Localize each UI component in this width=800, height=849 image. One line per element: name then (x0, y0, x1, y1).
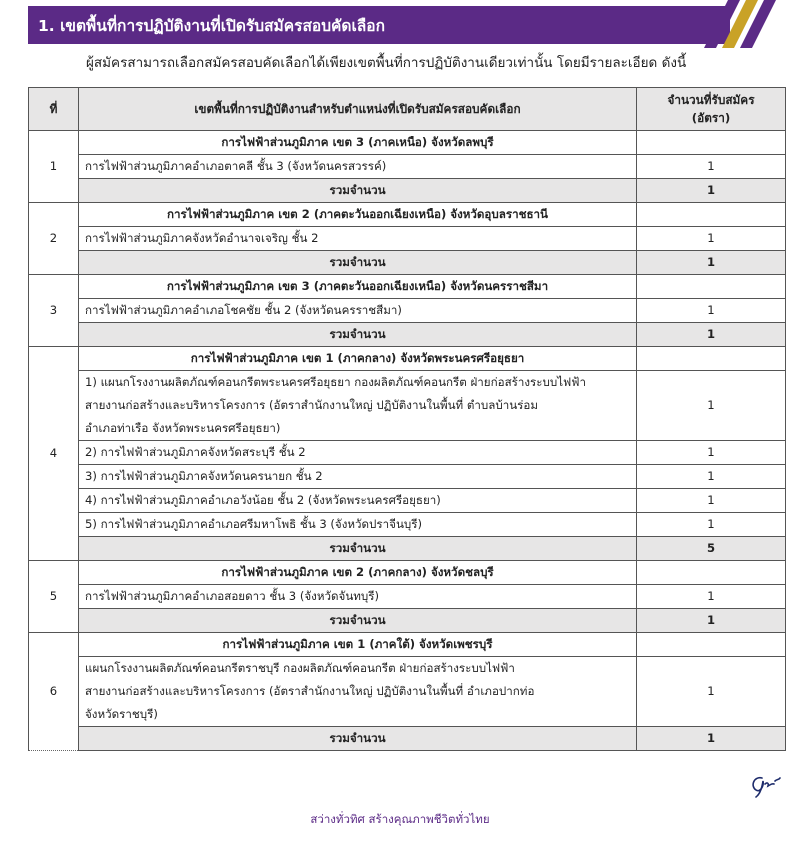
table-row-total (29, 537, 786, 561)
item-description-line: แผนกโรงงานผลิตภัณฑ์คอนกรีตราชบุรี กองผลิตภัณฑ์คอนกรีต ฝ่ายก่อสร้างระบบไฟฟ้า (85, 661, 515, 675)
total-label-cell: รวมจำนวน (79, 727, 637, 751)
row-number-cell: 1 (29, 131, 79, 203)
item-description-line: จังหวัดราชบุรี) (85, 707, 158, 721)
area-heading-cell: การไฟฟ้าส่วนภูมิภาค เขต 1 (ภาคกลาง) จังหวัดพระนครศรีอยุธยา (79, 347, 637, 371)
table-row-total (29, 323, 786, 347)
table-row-area-heading (29, 203, 786, 227)
column-header-count-line2: (อัตรา) (691, 111, 731, 125)
item-description-cell: การไฟฟ้าส่วนภูมิภาคจังหวัดอำนาจเจริญ ชั้น 2 (79, 227, 637, 251)
area-heading-count-cell (637, 131, 786, 155)
section-title: 1. เขตพื้นที่การปฏิบัติงานที่เปิดรับสมัครสอบคัดเลือก (38, 17, 385, 35)
table-row-item (29, 465, 786, 489)
table-row-area-heading (29, 347, 786, 371)
table-row-item (29, 371, 786, 441)
item-count-cell: 1 (637, 465, 786, 489)
item-description-cell: การไฟฟ้าส่วนภูมิภาคอำเภอโชคชัย ชั้น 2 (จังหวัดนครราชสีมา) (79, 299, 637, 323)
total-label-cell: รวมจำนวน (79, 251, 637, 275)
total-label-cell: รวมจำนวน (79, 323, 637, 347)
table-row-area-heading (29, 131, 786, 155)
item-count-cell: 1 (637, 657, 786, 727)
item-description-cell (79, 371, 637, 441)
table-row-total (29, 727, 786, 751)
table-row-area-heading (29, 561, 786, 585)
total-count-cell: 1 (637, 609, 786, 633)
table-row-item (29, 513, 786, 537)
table-row-item (29, 155, 786, 179)
row-number-cell: 5 (29, 561, 79, 633)
item-description-cell: การไฟฟ้าส่วนภูมิภาคอำเภอตาคลี ชั้น 3 (จังหวัดนครสวรรค์) (79, 155, 637, 179)
total-count-cell: 5 (637, 537, 786, 561)
item-description-cell: 5) การไฟฟ้าส่วนภูมิภาคอำเภอศรีมหาโพธิ ชั้น 3 (จังหวัดปราจีนบุรี) (79, 513, 637, 537)
row-number-cell: 2 (29, 203, 79, 275)
item-count-cell: 1 (637, 155, 786, 179)
table-row-area-heading (29, 275, 786, 299)
item-description-line: 1) แผนกโรงงานผลิตภัณฑ์คอนกรีตพระนครศรีอยุธยา กองผลิตภัณฑ์คอนกรีต ฝ่ายก่อสร้างระบบไฟฟ้า (85, 375, 586, 389)
handwritten-signature (748, 772, 782, 798)
item-count-cell: 1 (637, 299, 786, 323)
area-heading-count-cell (637, 561, 786, 585)
item-description-cell: 3) การไฟฟ้าส่วนภูมิภาคจังหวัดนครนายก ชั้น 2 (79, 465, 637, 489)
column-header-area: เขตพื้นที่การปฏิบัติงานสำหรับตำแหน่งที่เปิดรับสมัครสอบคัดเลือก (79, 88, 637, 131)
item-count-cell: 1 (637, 585, 786, 609)
item-count-cell: 1 (637, 371, 786, 441)
intro-text: ผู้สมัครสามารถเลือกสมัครสอบคัดเลือกได้เพียงเขตพื้นที่การปฏิบัติงานเดียวเท่านั้น โดยมีรายละเอียด ดังนี้ (86, 55, 687, 71)
table-row-item (29, 227, 786, 251)
total-count-cell: 1 (637, 251, 786, 275)
table-row-item (29, 657, 786, 727)
area-heading-cell: การไฟฟ้าส่วนภูมิภาค เขต 2 (ภาคตะวันออกเฉียงเหนือ) จังหวัดอุบลราชธานี (79, 203, 637, 227)
area-heading-count-cell (637, 347, 786, 371)
table-row-total (29, 251, 786, 275)
row-number-cell: 6 (29, 633, 79, 751)
table-row-item (29, 585, 786, 609)
area-heading-cell: การไฟฟ้าส่วนภูมิภาค เขต 3 (ภาคเหนือ) จังหวัดลพบุรี (79, 131, 637, 155)
table-body (29, 131, 786, 751)
total-label-cell: รวมจำนวน (79, 179, 637, 203)
table-row-item (29, 489, 786, 513)
item-description-cell: การไฟฟ้าส่วนภูมิภาคอำเภอสอยดาว ชั้น 3 (จังหวัดจันทบุรี) (79, 585, 637, 609)
decorative-stripes (690, 0, 800, 48)
item-count-cell: 1 (637, 227, 786, 251)
table-row-area-heading (29, 633, 786, 657)
table-row-item (29, 299, 786, 323)
recruitment-area-table (28, 87, 786, 751)
area-heading-cell: การไฟฟ้าส่วนภูมิภาค เขต 3 (ภาคตะวันออกเฉียงเหนือ) จังหวัดนครราชสีมา (79, 275, 637, 299)
table-row-total (29, 609, 786, 633)
area-heading-count-cell (637, 203, 786, 227)
item-count-cell: 1 (637, 489, 786, 513)
table-header-row (29, 88, 786, 131)
table-row-total (29, 179, 786, 203)
total-count-cell: 1 (637, 323, 786, 347)
item-description-line: อำเภอท่าเรือ จังหวัดพระนครศรีอยุธยา) (85, 421, 281, 435)
column-header-no: ที่ (29, 88, 79, 131)
table-row-item (29, 441, 786, 465)
total-label-cell: รวมจำนวน (79, 537, 637, 561)
row-number-cell: 3 (29, 275, 79, 347)
area-heading-count-cell (637, 633, 786, 657)
item-description-cell: 2) การไฟฟ้าส่วนภูมิภาคจังหวัดสระบุรี ชั้น 2 (79, 441, 637, 465)
total-count-cell: 1 (637, 727, 786, 751)
area-heading-cell: การไฟฟ้าส่วนภูมิภาค เขต 1 (ภาคใต้) จังหวัดเพชรบุรี (79, 633, 637, 657)
row-number-cell: 4 (29, 347, 79, 561)
footer-slogan: สว่างทั่วทิศ สร้างคุณภาพชีวิตทั่วไทย (310, 812, 490, 826)
item-description-line: สายงานก่อสร้างและบริหารโครงการ (อัตราสำนักงานใหญ่ ปฏิบัติงานในพื้นที่ ตำบลบ้านร่อม (85, 398, 539, 412)
area-heading-cell: การไฟฟ้าส่วนภูมิภาค เขต 2 (ภาคกลาง) จังหวัดชลบุรี (79, 561, 637, 585)
item-count-cell: 1 (637, 441, 786, 465)
item-count-cell: 1 (637, 513, 786, 537)
area-heading-count-cell (637, 275, 786, 299)
total-count-cell: 1 (637, 179, 786, 203)
total-label-cell: รวมจำนวน (79, 609, 637, 633)
column-header-count-line1: จำนวนที่รับสมัคร (667, 93, 755, 107)
item-description-cell (79, 657, 637, 727)
column-header-count (637, 88, 786, 131)
item-description-cell: 4) การไฟฟ้าส่วนภูมิภาคอำเภอวังน้อย ชั้น 2 (จังหวัดพระนครศรีอยุธยา) (79, 489, 637, 513)
item-description-line: สายงานก่อสร้างและบริหารโครงการ (อัตราสำนักงานใหญ่ ปฏิบัติงานในพื้นที่ อำเภอปากท่อ (85, 684, 535, 698)
